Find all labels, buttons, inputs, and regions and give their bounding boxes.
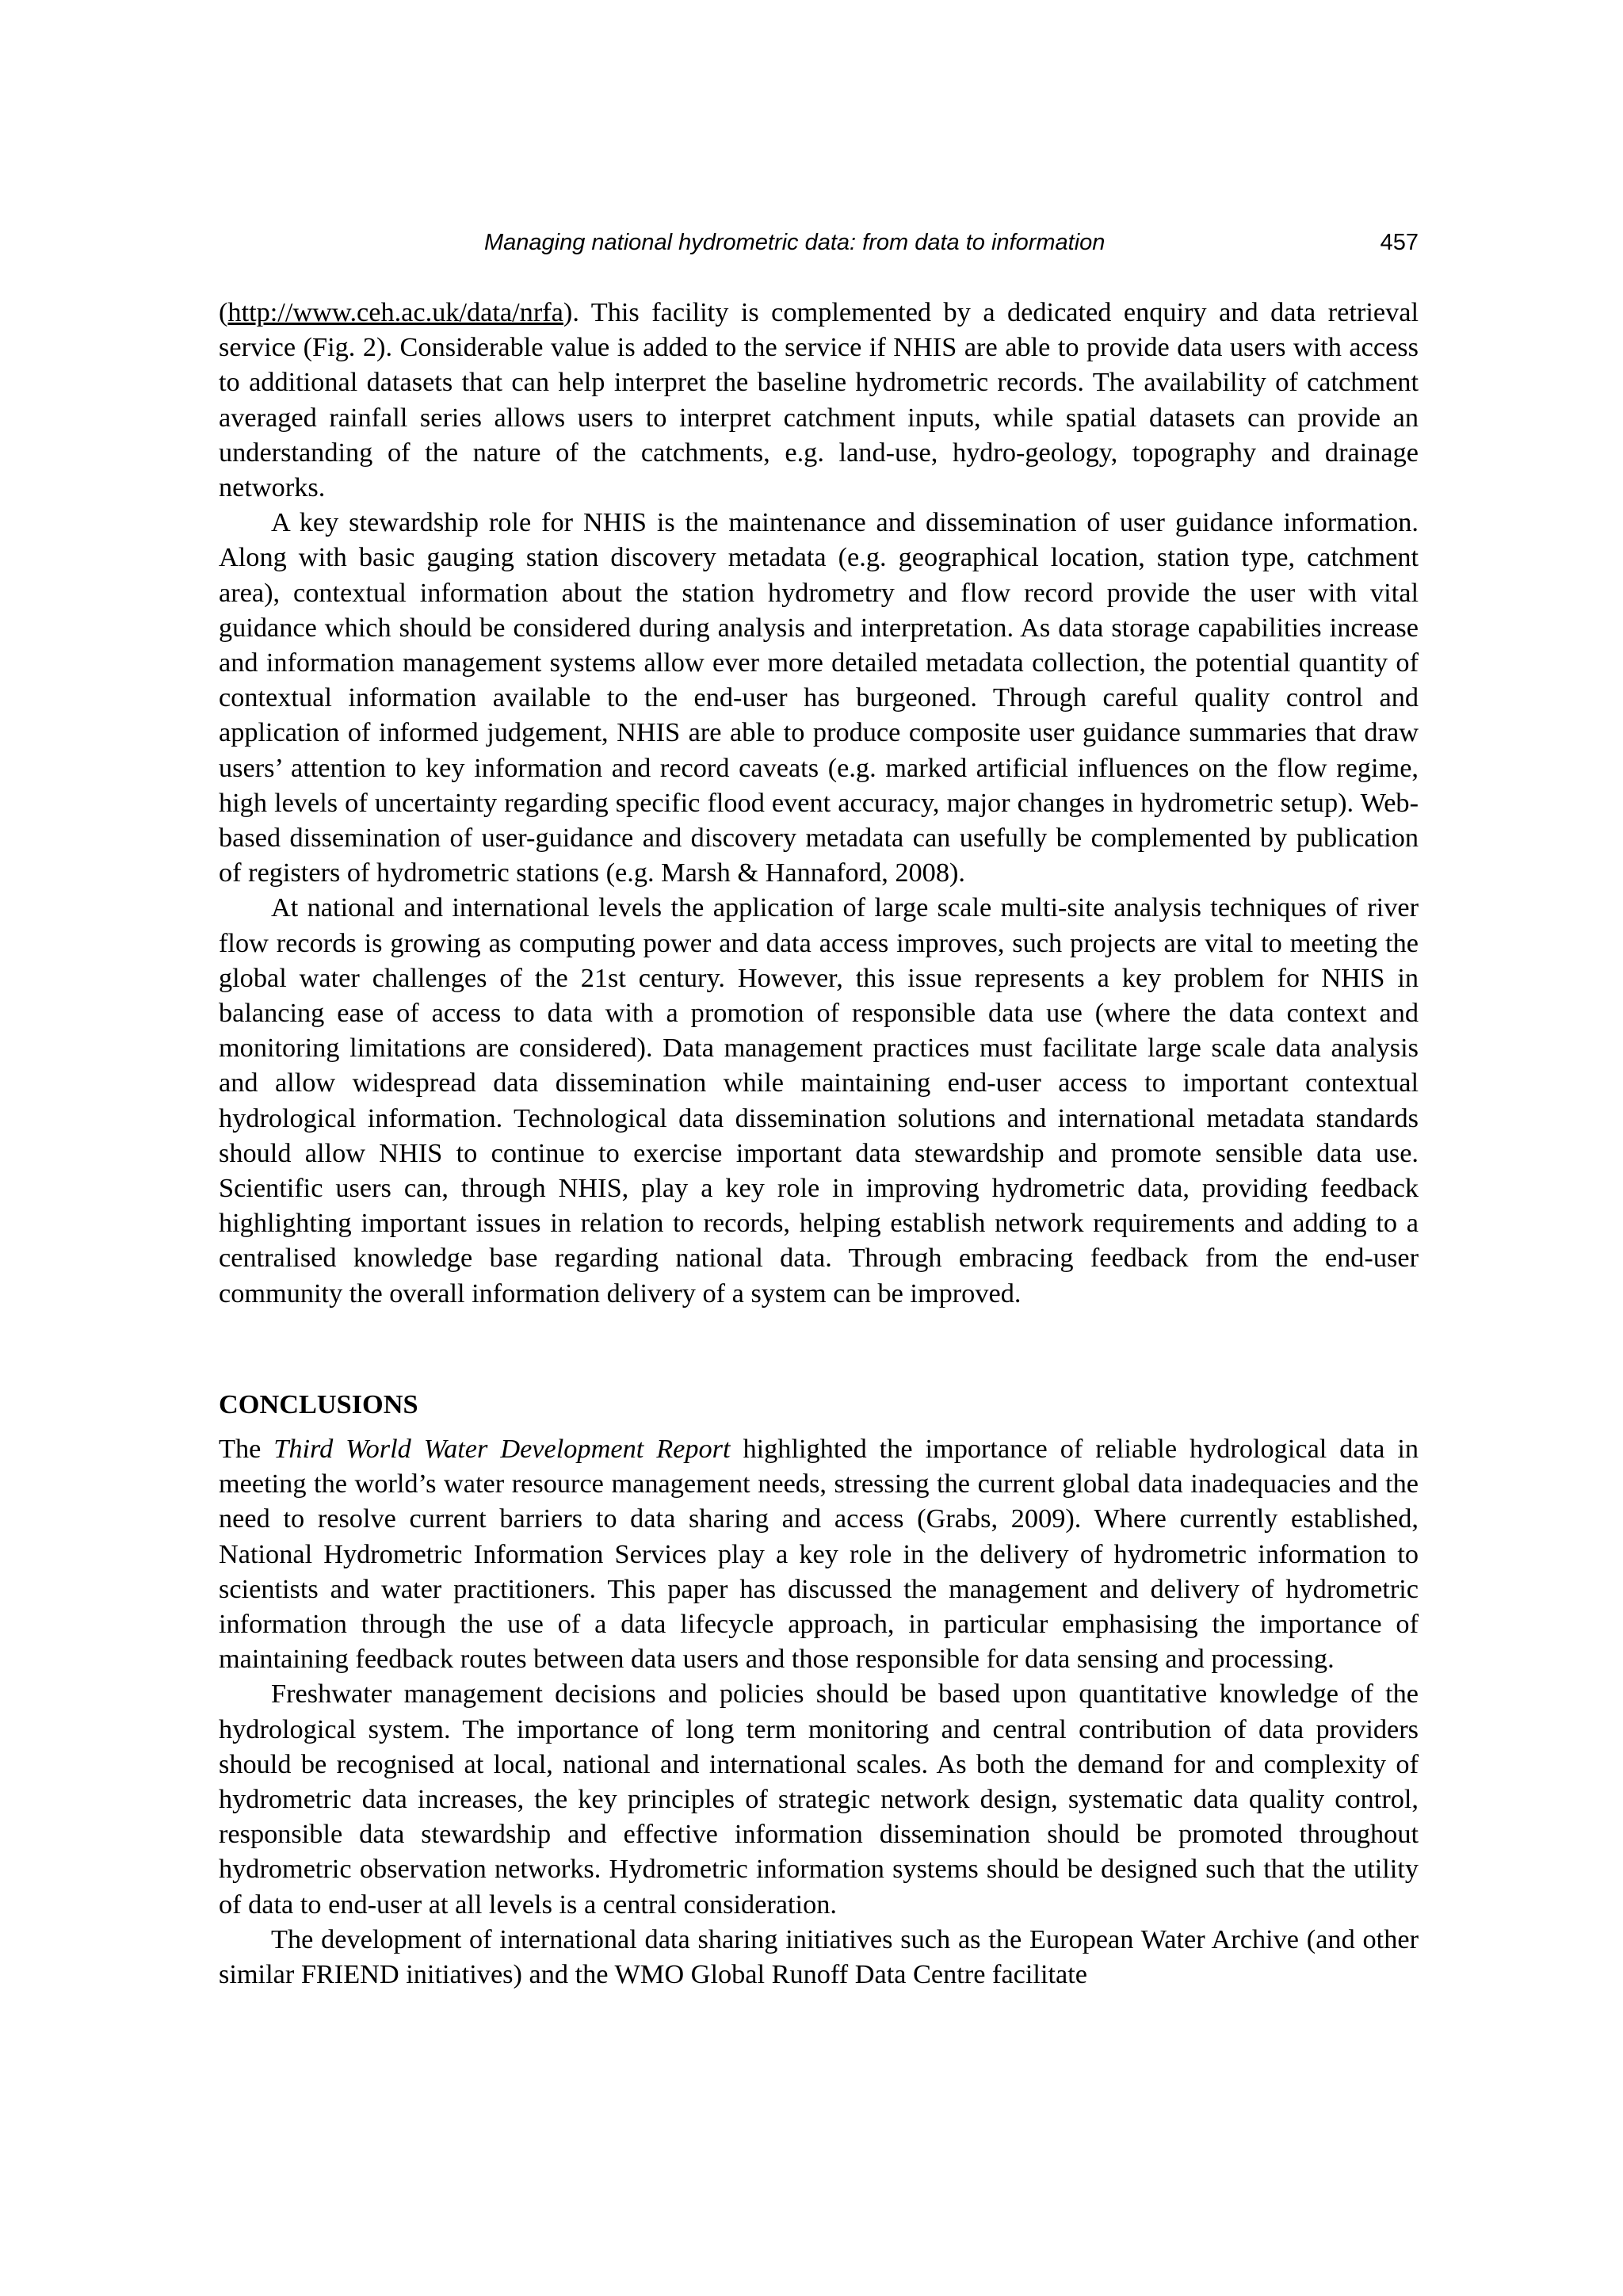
paragraph-multisite-analysis: At national and international levels the application of large scale multi-site analysis techniques of river flow records is growing as computing power and data access improves, such projects are vital to meeting the global water challenges of the 21st century. However, this issue represents a key problem for NHIS in balancing ease of access to data with a promotion of responsible data use (where the data context and monitoring limitations are considered). Data management practices must facilitate large scale data analysis and allow widespread data dissemination while maintaining end-user access to important contextual hydrological information. Technological data dissemination solutions and international metadata standards should allow NHIS to continue to exercise important data stewardship and promote sensible data use. Scientific users can, through NHIS, play a key role in improving hydrometric data, providing feedback highlighting important issues in relation to records, helping establish network requirements and adding to a centralised knowledge base regarding national data. Through embracing feedback from the end-user community the overall information delivery of a system can be improved. <box>219 892 1419 1308</box>
report-title: Third World Water Development Report <box>273 1433 731 1464</box>
paragraph-conclusions-3: The development of international data sharing initiatives such as the European Water Archive (and other similar FRIEND initiatives) and the WMO Global Runoff Data Centre facilitate <box>219 1924 1419 1989</box>
paragraph-conclusions-1 <box>219 1431 1419 1676</box>
nrfa-link[interactable]: http://www.ceh.ac.uk/data/nrfa <box>227 297 563 327</box>
page-number: 457 <box>1380 230 1419 255</box>
paragraph-open-paren: ( <box>219 297 228 327</box>
paragraph-facility-text: ). This facility is complemented by a dedicated enquiry and data retrieval service (Fig. 2). Considerable value is added to the service if NHIS are able to provide data users with access to additional datasets that can help interpret the baseline hydrometric records. The availability of catchment averaged rainfall series allows users to interpret catchment inputs, while spatial datasets can provide an understanding of the nature of the catchments, e.g. land-use, hydro-geology, topography and drainage networks. <box>219 297 1419 503</box>
body-text <box>219 295 1419 1992</box>
section-spacer <box>219 1311 1419 1387</box>
paragraph-conclusions-1-text: highlighted the importance of reliable hydrological data in meeting the world’s water resource management needs, stressing the current global data inadequacies and the need to resolve current barriers to data sharing and access (Grabs, 2009). Where currently established, National Hydrometric Information Services play a key role in the delivery of hydrometric information to scientists and water practitioners. This paper has discussed the management and delivery of hydrometric information through the use of a data lifecycle approach, in particular emphasising the importance of maintaining feedback routes between data users and those responsible for data sensing and processing. <box>219 1433 1419 1675</box>
running-header <box>219 230 1419 262</box>
conclusions-heading: CONCLUSIONS <box>219 1389 418 1419</box>
paragraph-stewardship: A key stewardship role for NHIS is the maintenance and dissemination of user guidance information. Along with basic gauging station discovery metadata (e.g. geographical location, station type, catchment area), contextual information about the station hydrometry and flow record provide the user with vital guidance which should be considered during analysis and interpretation. As data storage capabilities increase and information management systems allow ever more detailed metadata collection, the potential quantity of contextual information available to the end-user has burgeoned. Through careful quality control and application of informed judgement, NHIS are able to produce composite user guidance summaries that draw users’ attention to key information and record caveats (e.g. marked artificial influences on the flow regime, high levels of uncertainty regarding specific flood event accuracy, major changes in hydrometric setup). Web-based dissemination of user-guidance and discovery metadata can usefully be complemented by publication of registers of hydrometric stations (e.g. Marsh & Hannaford, 2008). <box>219 507 1419 888</box>
running-title: Managing national hydrometric data: from data to information <box>484 230 1106 255</box>
paragraph-conclusions-2: Freshwater management decisions and policies should be based upon quantitative knowledge of the hydrological system. The importance of long term monitoring and central contribution of data providers should be recognised at local, national and international scales. As both the demand for and complexity of hydrometric data increases, the key principles of strategic network design, systematic data quality control, responsible data stewardship and effective information dissemination should be promoted throughout hydrometric observation networks. Hydrometric information systems should be designed such that the utility of data to end-user at all levels is a central consideration. <box>219 1679 1419 1920</box>
paragraph-conclusions-1-lead: The <box>219 1433 274 1464</box>
paragraph-facility <box>219 295 1419 505</box>
